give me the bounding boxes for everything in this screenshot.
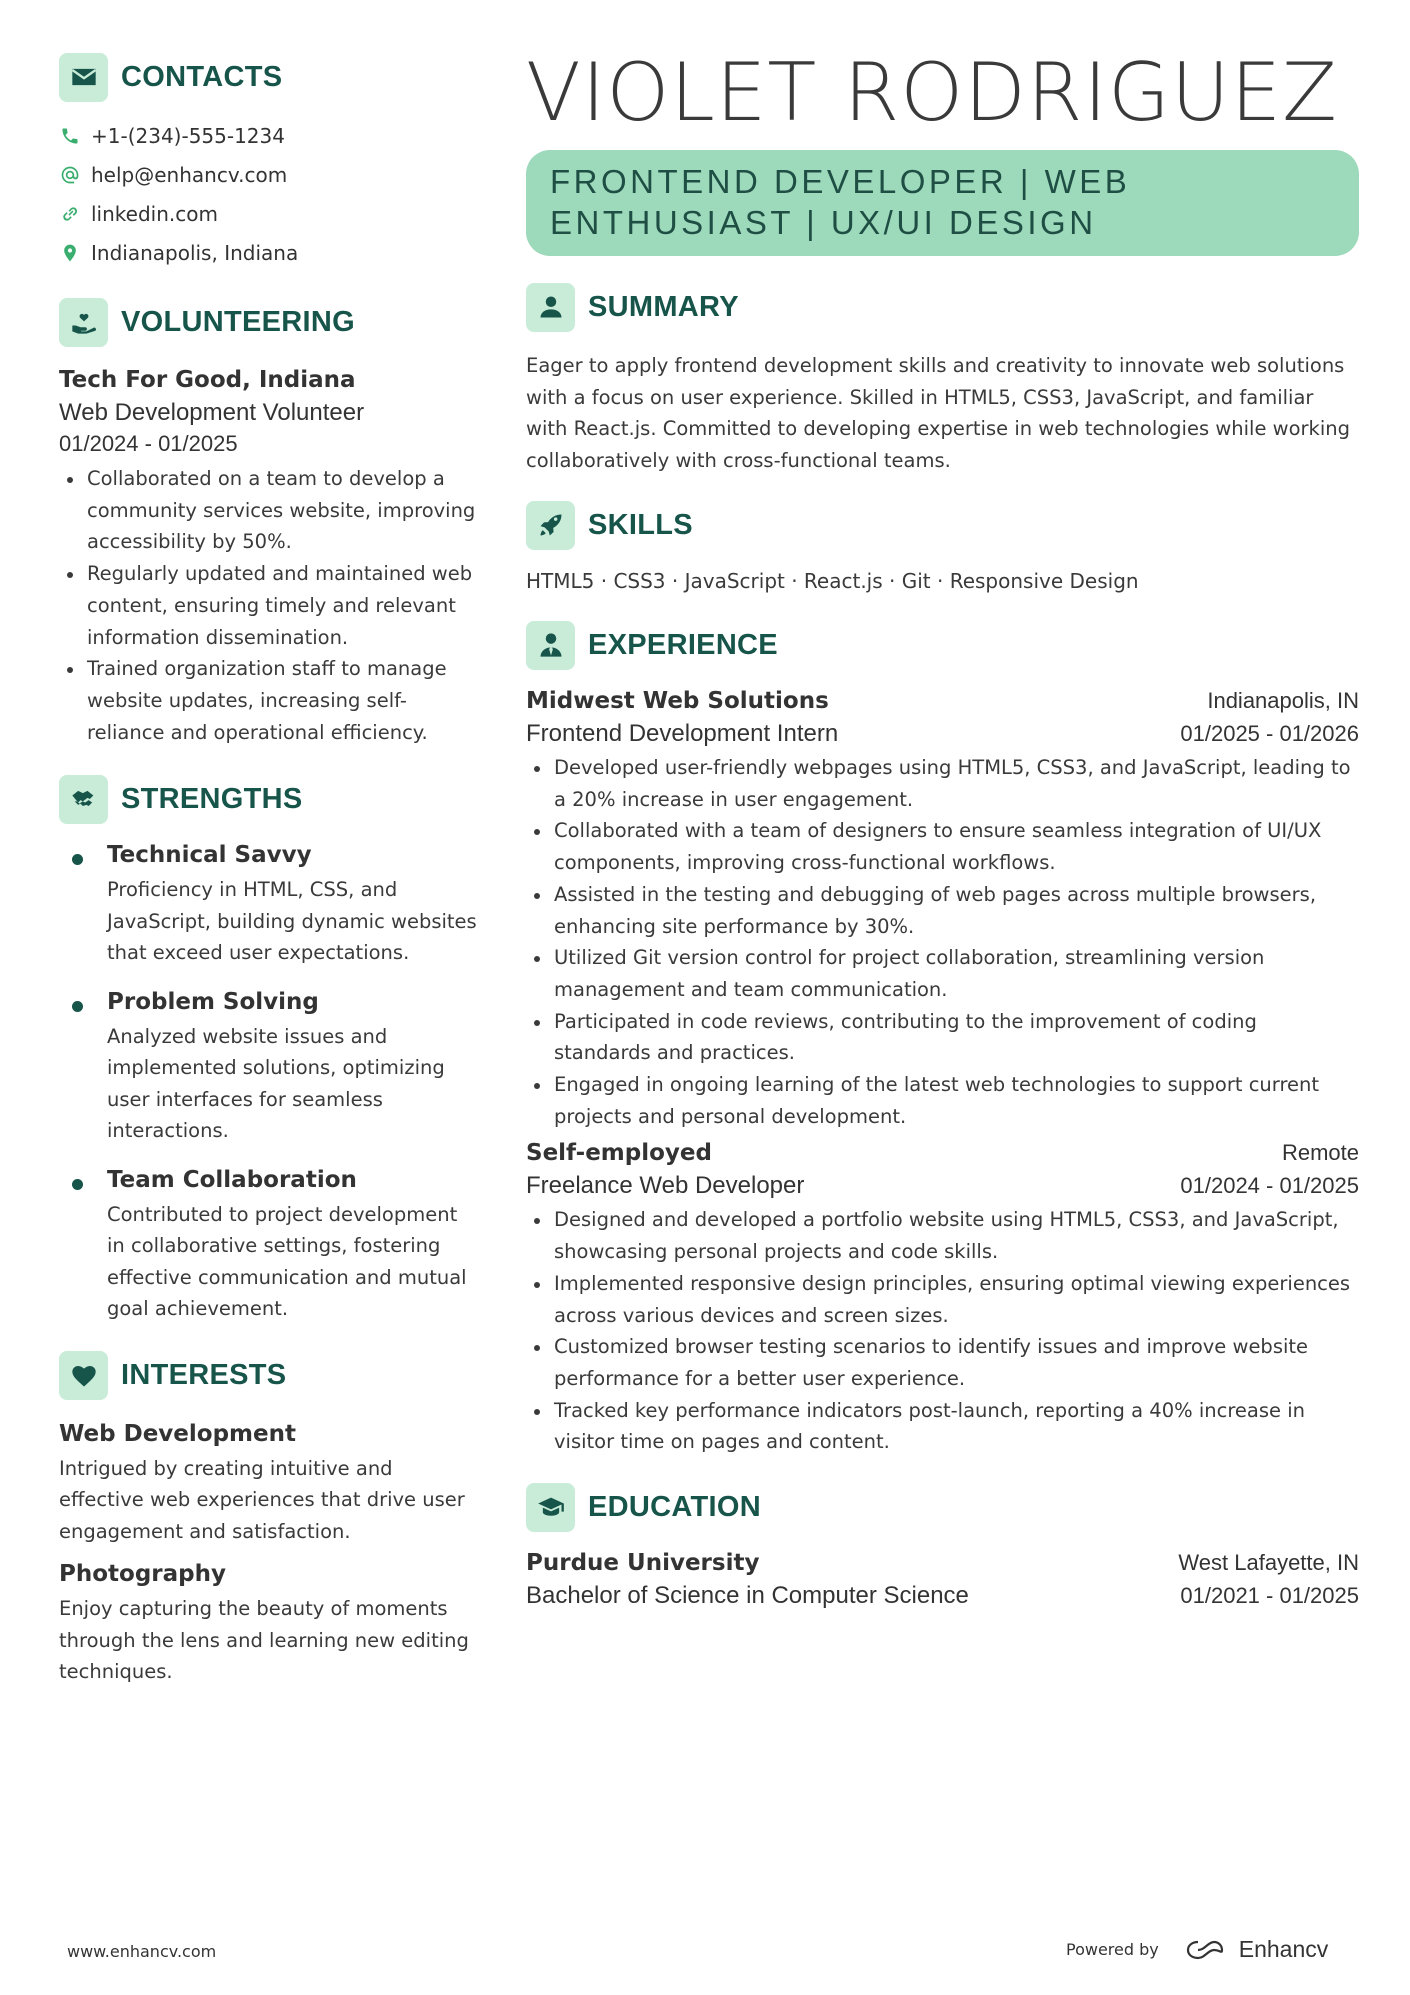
list-item: Trained organization staff to manage website updates, increasing self-reliance and operational efficiency.	[59, 653, 479, 748]
volunteer-dates: 01/2024 - 01/2025	[59, 431, 238, 456]
volunteer-role: Web Development Volunteer	[59, 399, 365, 426]
contacts-title: CONTACTS	[121, 60, 283, 93]
strengths-header	[59, 774, 479, 824]
strength-desc: Contributed to project development in collaborative settings, fostering effective communication and mutual goal achievement.	[107, 1202, 467, 1321]
at-icon	[59, 164, 81, 186]
job-role: Frontend Development Intern	[526, 720, 839, 747]
school-location: West Lafayette, IN	[1178, 1550, 1359, 1576]
education-header	[526, 1482, 1359, 1532]
candidate-name: VIOLET RODRIGUEZ	[526, 46, 1338, 139]
person-icon	[526, 283, 575, 332]
powered-by-text: Powered by	[1066, 1940, 1159, 1959]
school-name: Purdue University	[526, 1550, 760, 1577]
interest-title: Web Development	[59, 1420, 296, 1447]
summary-title: SUMMARY	[588, 290, 739, 323]
footer-website[interactable]: www.enhancv.com	[67, 1942, 217, 1961]
contact-linkedin[interactable]	[59, 194, 479, 233]
strength-desc: Analyzed website issues and implemented solutions, optimizing user interfaces for seamless interactions.	[107, 1024, 445, 1143]
list-item: Participated in code reviews, contributing to the improvement of coding standards and practices.	[526, 1006, 1359, 1069]
job-bullets	[526, 752, 1359, 1132]
phone-text: +1-(234)-555-1234	[91, 123, 285, 148]
education-title: EDUCATION	[588, 1490, 761, 1523]
headline-banner	[526, 150, 1359, 256]
strength-title: Problem Solving	[107, 988, 319, 1015]
rocket-icon	[526, 501, 575, 550]
strength-item	[59, 989, 479, 1147]
contact-location	[59, 233, 479, 272]
list-item: Tracked key performance indicators post-launch, reporting a 40% increase in visitor time on pages and content.	[526, 1395, 1359, 1458]
list-item: Engaged in ongoing learning of the latest web technologies to support current projects and personal development.	[526, 1069, 1359, 1132]
contact-list	[59, 116, 479, 272]
summary-header	[526, 282, 1359, 332]
footer-brand	[1066, 1936, 1328, 1963]
interests-title: INTERESTS	[121, 1359, 287, 1392]
list-item: Collaborated with a team of designers to ensure seamless integration of UI/UX components, improving cross-functional workflows.	[526, 815, 1359, 878]
list-item: Implemented responsive design principles, ensuring optimal viewing experiences across various devices and screen sizes.	[526, 1268, 1359, 1331]
job-entry	[526, 1140, 1359, 1458]
list-item: Regularly updated and maintained web content, ensuring timely and relevant information dissemination.	[59, 558, 479, 653]
location-pin-icon	[59, 242, 81, 264]
list-item: Customized browser testing scenarios to identify issues and improve website performance for a better user experience.	[526, 1331, 1359, 1394]
volunteering-entry	[59, 367, 479, 748]
strength-title: Technical Savvy	[107, 842, 312, 869]
list-item: Developed user-friendly webpages using HTML5, CSS3, and JavaScript, leading to a 20% increase in user engagement.	[526, 752, 1359, 815]
interest-item	[59, 1421, 479, 1548]
job-company: Self-employed	[526, 1140, 712, 1167]
skills-text: HTML5 · CSS3 · JavaScript · React.js · Git · Responsive Design	[526, 569, 1139, 593]
enhancv-logo-icon	[1185, 1938, 1231, 1962]
strength-title: Team Collaboration	[107, 1166, 357, 1193]
job-header	[526, 1140, 1359, 1166]
headline-line-2: ENTHUSIAST | UX/UI DESIGN	[550, 204, 1097, 241]
interest-title: Photography	[59, 1561, 226, 1588]
skills-header	[526, 500, 1359, 550]
location-text: Indianapolis, Indiana	[91, 240, 299, 265]
summary-text: Eager to apply frontend development skills and creativity to innovate web solutions with a focus on user experience. Skilled in HTML5, CSS3, JavaScript, and familiar with React.js. Committed to developing expertise in web technologies while working collaboratively with cross-functional teams.	[526, 354, 1351, 472]
job-header	[526, 688, 1359, 714]
strengths-list	[59, 842, 479, 1325]
envelope-icon	[59, 53, 108, 102]
job-subheader	[526, 1172, 1359, 1200]
graduation-cap-icon	[526, 1483, 575, 1532]
job-location: Remote	[1281, 1140, 1359, 1166]
linkedin-text: linkedin.com	[91, 201, 218, 226]
strength-item	[59, 842, 479, 969]
interest-item	[59, 1561, 479, 1688]
education-entry	[526, 1550, 1359, 1610]
interest-desc: Enjoy capturing the beauty of moments through the lens and learning new editing techniques.	[59, 1597, 469, 1684]
email-text: help@enhancv.com	[91, 162, 288, 187]
right-column	[526, 46, 1359, 1610]
degree: Bachelor of Science in Computer Science	[526, 1582, 969, 1610]
list-item: Assisted in the testing and debugging of web pages across multiple browsers, enhancing site performance by 30%.	[526, 879, 1359, 942]
volunteering-header	[59, 297, 479, 347]
businessperson-icon	[526, 621, 575, 670]
brand-name: Enhancv	[1238, 1936, 1329, 1962]
job-role: Freelance Web Developer	[526, 1172, 805, 1200]
job-dates: 01/2025 - 01/2026	[1180, 721, 1359, 746]
list-item: Utilized Git version control for project collaboration, streamlining version management and team communication.	[526, 942, 1359, 1005]
experience-title: EXPERIENCE	[588, 628, 778, 661]
volunteering-title: VOLUNTEERING	[121, 305, 355, 338]
headline-line-1: FRONTEND DEVELOPER | WEB	[550, 163, 1131, 200]
strength-item	[59, 1167, 479, 1325]
interest-desc: Intrigued by creating intuitive and effective web experiences that drive user engagement and satisfaction.	[59, 1456, 465, 1543]
volunteer-bullets	[59, 463, 479, 748]
contact-phone[interactable]	[59, 116, 479, 155]
phone-icon	[59, 125, 81, 147]
job-bullets	[526, 1204, 1359, 1458]
enhancv-logo[interactable]	[1185, 1936, 1329, 1963]
education-header-row	[526, 1550, 1359, 1576]
contact-email[interactable]	[59, 155, 479, 194]
job-subheader	[526, 720, 1359, 748]
skills-title: SKILLS	[588, 508, 693, 541]
list-item: Collaborated on a team to develop a community services website, improving accessibility by 50%.	[59, 463, 479, 558]
volunteer-org: Tech For Good, Indiana	[59, 367, 356, 393]
left-column	[59, 52, 479, 1688]
job-entry	[526, 688, 1359, 1132]
strength-desc: Proficiency in HTML, CSS, and JavaScript, building dynamic websites that exceed user expectations.	[107, 878, 477, 965]
experience-header	[526, 620, 1359, 670]
list-item: Designed and developed a portfolio website using HTML5, CSS3, and JavaScript, showcasing personal projects and code skills.	[526, 1204, 1359, 1267]
education-subheader-row	[526, 1582, 1359, 1610]
interests-header	[59, 1351, 479, 1401]
job-company: Midwest Web Solutions	[526, 688, 829, 714]
contacts-header	[59, 52, 479, 102]
hand-heart-icon	[59, 298, 108, 347]
job-dates: 01/2024 - 01/2025	[1180, 1173, 1359, 1199]
strengths-title: STRENGTHS	[121, 782, 303, 815]
handshake-icon	[59, 775, 108, 824]
education-dates: 01/2021 - 01/2025	[1180, 1583, 1359, 1609]
job-location: Indianapolis, IN	[1207, 688, 1359, 713]
heart-icon	[59, 1351, 108, 1400]
link-icon	[59, 203, 81, 225]
